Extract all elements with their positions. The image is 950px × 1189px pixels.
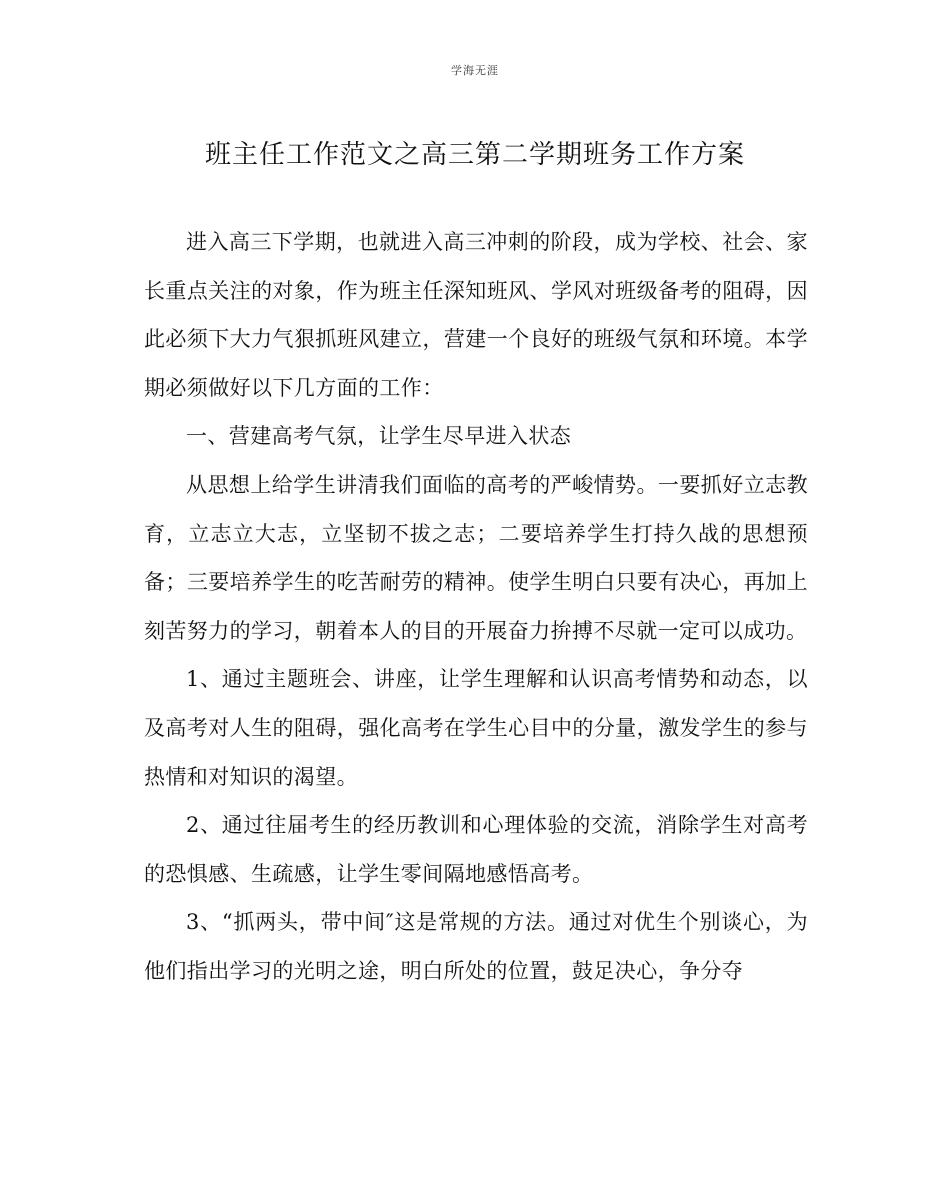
- document-body: [144, 218, 808, 996]
- paragraph-item-3: 3、“抓两头，带中间″这是常规的方法。通过对优生个别谈心，为他们指出学习的光明之途，明白所处的位置，鼓足决心，争分夺: [144, 910, 808, 983]
- paragraph-thought: 从思想上给学生讲清我们面临的高考的严峻情势。一要抓好立志教育，立志立大志，立坚韧不拔之志；二要培养学生打持久战的思想预备；三要培养学生的吃苦耐劳的精神。使学生明白只要有决心，再加上刻苦努力的学习，朝着本人的目的开展奋力拚搏不尽就一定可以成功。: [144, 472, 808, 643]
- paragraph-item-1: 1、通过主题班会、讲座，让学生理解和认识高考情势和动态，以及高考对人生的阻碍，强化高考在学生心目中的分量，激发学生的参与热情和对知识的渴望。: [144, 667, 808, 789]
- document-title: 班主任工作范文之高三第二学期班务工作方案: [204, 140, 745, 170]
- paragraph-intro: 进入高三下学期，也就进入高三冲刺的阶段，成为学校、社会、家长重点关注的对象，作为班主任深知班风、学风对班级备考的阻碍，因此必须下大力气狠抓班风建立，营建一个良好的班级气氛和环境。本学期必须做好以下几方面的工作：: [144, 230, 808, 400]
- paragraph-item-2: 2、通过往届考生的经历教训和心理体验的交流，消除学生对高考的恐惧感、生疏感，让学生零间隔地感悟高考。: [144, 813, 808, 886]
- section-heading-1: 一、营建高考气氛，让学生尽早进入状态: [186, 424, 572, 449]
- page-header: 学海无涯: [451, 64, 499, 77]
